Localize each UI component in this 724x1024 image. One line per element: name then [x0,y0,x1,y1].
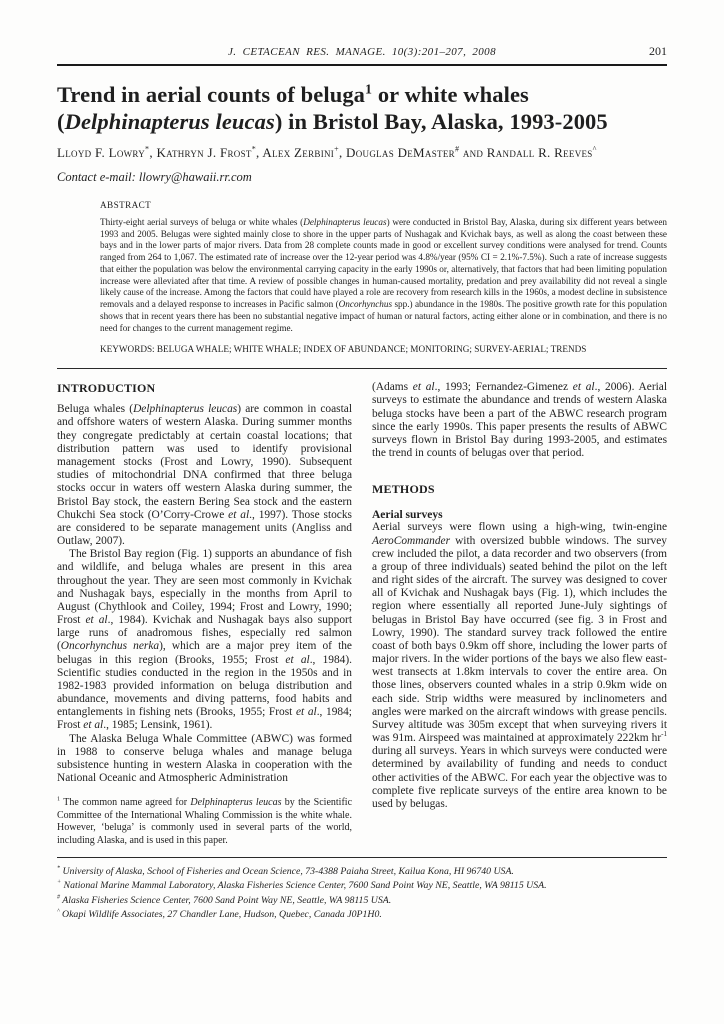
two-column-body [57,381,667,847]
footer-rule [57,857,667,858]
affiliation-1: * University of Alaska, School of Fisheries and Ocean Science, 73-4388 Paiaha Street, Kailua Kona, HI 96740 USA. [57,866,514,878]
keywords-line: KEYWORDS: BELUGA WHALE; WHITE WHALE; INDEX OF ABUNDANCE; MONITORING; SURVEY-AERIAL; TRENDS [100,343,587,354]
abstract-divider-rule [57,368,667,369]
affiliation-4: ^ Okapi Wildlife Associates, 27 Chandler Lane, Hudson, Quebec, Canada J0P1H0. [57,908,382,920]
page-number: 201 [649,44,667,58]
affiliation-3: # Alaska Fisheries Science Center, 7600 Sand Point Way NE, Seattle, WA 98115 USA. [57,894,392,906]
footnote-1: $^1$ The common name agreed for Delphinapterus leucas by the Scientific Committee of the International Whaling Commission is the white whale. However, ‘beluga’ is commonly used in several parts of the world, including Alaska, and is used in this paper. [57,795,353,846]
right-column [372,381,667,847]
running-header [57,44,667,59]
header-rule [57,64,667,66]
abstract-text: Thirty-eight aerial surveys of beluga or white whales (Delphinapterus leucas) were conducted in Bristol Bay, Alaska, during six different years between 1993 and 2005. Belugas were sighted mainly close to shore in the upper parts of Nushagak and Kvichak bays, as well as along the coast between these bays and in the lower parts of major rivers. Data from 28 complete counts made in good or excellent survey conditions were analysed for trend. Counts ranged from 264 to 1,067. The estimated rate of increase over the 12-year period was 4.8%/year (95% CI = 2.1%-7.5%). Such a rate of increase suggests that either the population was below the environmental carrying capacity in the early 1990s or, alternatively, that factors that had been limiting population increase were alleviated after that time. A review of possible changes in human-caused mortality, predation and prey availability did not reveal a single likely cause of the increase. Among the factors that could have played a role are recovery from research kills in the 1960s, a modest decline in subsistence removals and a delayed response to increases in Pacific salmon (Oncorhynchus spp.) abundance in the 1980s. The positive growth rate for this population shows that in recent years there has been no substantial negative impact of human or natural factors, acting either alone or in combination, and there is no need for changes to the current management regime. [100,216,667,333]
aerial-surveys-subheading: Aerial surveys [372,509,443,522]
left-column [57,381,352,847]
affiliations-block [57,865,667,922]
intro-paragraph-2: The Bristol Bay region (Fig. 1) supports an abundance of fish and wildlife, and beluga whales are present in this area throughout the year. They are seen most commonly in Kvichak and Nushagak bays, especially in the months from April to August (Chythlook and Coiley, 1994; Frost and Lowry, 1990; Frost et al., 1984). Kvichak and Nushagak bays also support large runs of anadromous fishes, especially red salmon (Oncorhynchus nerka), which are a major prey item of the belugas in this region (Brooks, 1955; Frost et al., 1984). Scientific studies conducted in the region in the 1950s and in 1982-1983 provided information on beluga distribution and abundance, movements and diving patterns, food habits and entanglements in fishing nets (Brooks, 1955; Frost et al., 1984; Frost et al., 1985; Lensink, 1961). [57,548,352,732]
intro-paragraph-3-continued: (Adams et al., 1993; Fernandez-Gimenez et al., 2006). Aerial surveys to estimate the abundance and trends of western Alaska beluga stocks have been a part of the ABWC research program since the early 1990s. This paper presents the results of ABWC surveys flown in Bristol Bay during 1993-2005, and estimates the trend in counts of belugas over that period. [372,381,667,460]
abstract-block [100,200,667,355]
authors-line: Lloyd F. Lowry*, Kathryn J. Frost*, Alex Zerbini+, Douglas DeMaster# and Randall R. Reeves^ [57,144,597,160]
intro-paragraph-3: The Alaska Beluga Whale Committee (ABWC) was formed in 1988 to conserve beluga whales and manage beluga subsistence hunting in western Alaska in cooperation with the National Oceanic and Atmospheric Administration [57,732,352,785]
abstract-label: ABSTRACT [100,199,152,210]
introduction-heading: INTRODUCTION [57,381,156,396]
methods-heading: METHODS [372,482,435,497]
methods-paragraph-1: Aerial surveys were flown using a high-wing, twin-engine AeroCommander with oversized bubble windows. The survey crew included the pilot, a data recorder and two observers (from a group of three individuals) seated behind the pilot on the left and right sides of the aircraft. The survey was designed to cover all of Kvichak and Nushagak bays (Fig. 1), which includes the region where essentially all reported June-July sightings of belugas in Bristol Bay have occurred (see fig. 3 in Frost and Lowry, 1990). The standard survey track followed the entire coast of both bays 0.9km off shore, including the lower parts of major rivers. In the wider portions of the bays we also flew east-west transects at 1.8km intervals to cover the entire area. On those lines, observers counted whales in a strip 0.9km wide on each side. Strip widths were measured by inclinometers and angles were marked on the aircraft windows with grease pencils. Survey altitude was 305m except that when surveying rivers it was 91m. Airspeed was maintained at approximately 222km $hr^{-1}$ during all surveys. Years in which surveys were conducted were determined by availability of funding and needs to conduct other activities of the ABWC. For each year the objective was to complete five replicate surveys of the entire area known to be used by belugas. [372,521,667,810]
affiliation-2: + National Marine Mammal Laboratory, Alaska Fisheries Science Center, 7600 Sand Point Way NE, Seattle, WA 98115 USA. [57,880,547,892]
paper-title: Trend in aerial counts of beluga$^1$ or white whales (Delphinapterus leucas) in Bristol Bay, Alaska, 1993-2005 [57,82,608,135]
journal-citation: J. CETACEAN RES. MANAGE. 10(3):201–207, 2008 [228,46,496,58]
contact-email: Contact e-mail: llowry@hawaii.rr.com [57,169,252,184]
intro-paragraph-1: Beluga whales (Delphinapterus leucas) are common in coastal and offshore waters of western Alaska. During summer months they congregate predictably at certain coastal locations; that distribution pattern was used to identify provisional management stocks (Frost and Lowry, 1990). Subsequent studies of mitochondrial DNA confirmed that three beluga stocks occur in waters off western Alaska during summer, the Bristol Bay stock, the eastern Bering Sea stock and the eastern Chukchi Sea stock (O’Corry-Crowe et al., 1997). Those stocks are considered to be separate management units (Angliss and Outlaw, 2007). [57,403,352,548]
